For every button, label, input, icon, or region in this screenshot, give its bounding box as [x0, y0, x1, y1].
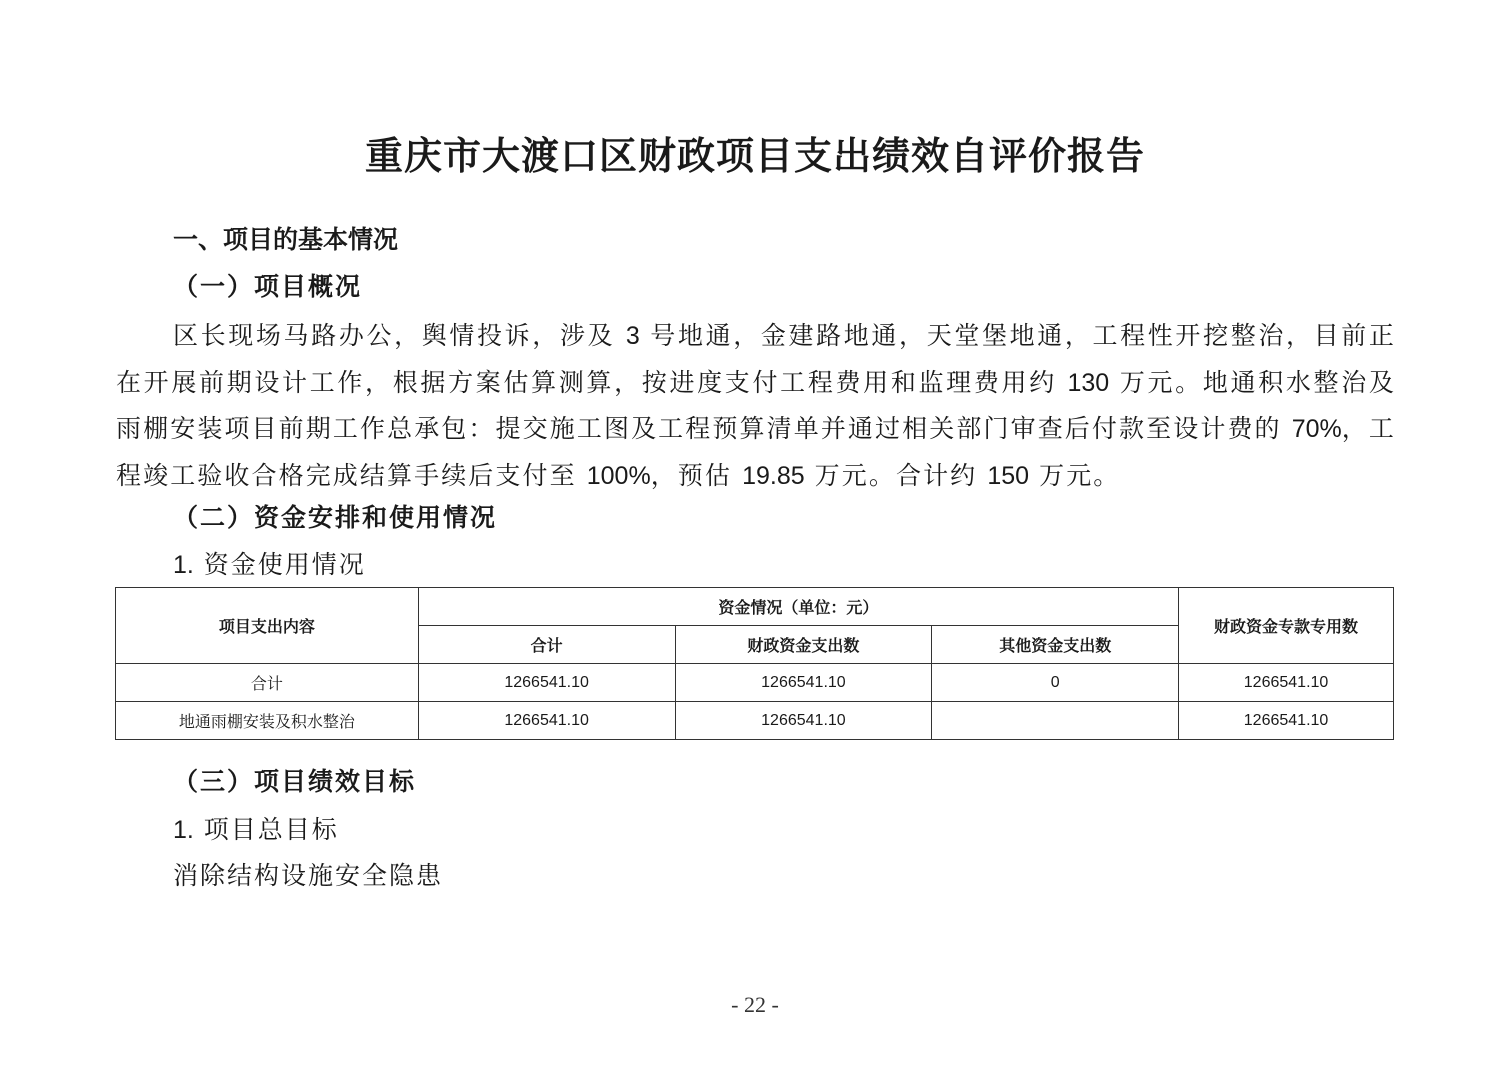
para-text: 万元。地通积水整治及雨棚安装项目前期工作总承包：提交施工图及工程预算清单并通过相关部门审查后付款至设计费的	[116, 367, 1396, 443]
para-text: 万元。合计约	[804, 460, 988, 490]
para-number: 19.85	[742, 461, 805, 490]
para-text: ，预估	[650, 460, 743, 490]
para-number: 130	[1067, 368, 1110, 397]
item-heading-fund-usage	[173, 545, 366, 585]
report-title: 重庆市大渡口区财政项目支出绩效自评价报告	[364, 133, 1145, 178]
para-text: 区长现场马路办公，舆情投诉，涉及	[173, 321, 626, 350]
cell-special: 1266541.10	[1179, 664, 1394, 702]
cell-other: 0	[932, 664, 1179, 702]
header-funds-group: 资金情况（单位：元）	[418, 588, 1178, 626]
header-other: 其他资金支出数	[932, 626, 1179, 664]
cell-fiscal: 1266541.10	[675, 664, 932, 702]
para-number: 150	[987, 461, 1030, 490]
para-text: 万元。	[1029, 460, 1121, 490]
para-text: 号地通，金建路地通，天堂堡地通，工程性开挖整治，目前正在开展前期设计工作，根据方案估算测算，按进度支付工程费用和监理费用约	[116, 321, 1397, 397]
cell-total: 1266541.10	[418, 702, 675, 740]
cell-total: 1266541.10	[418, 664, 675, 702]
header-total: 合计	[418, 626, 675, 664]
subsection-heading-funds: （二）资金安排和使用情况	[173, 503, 498, 532]
para-text: ，工程竣工验收合格完成结算手续后支付至	[116, 414, 1396, 490]
item-number: 1.	[173, 551, 194, 579]
cell-special: 1266541.10	[1179, 702, 1394, 740]
table-row	[116, 702, 1394, 740]
item-label: 资金使用情况	[193, 550, 366, 579]
goal-text: 消除结构设施安全隐患	[173, 861, 444, 890]
header-special: 财政资金专款专用数	[1179, 588, 1394, 664]
subsection-heading-goals: （三）项目绩效目标	[173, 767, 417, 796]
item-number: 1.	[173, 816, 194, 844]
page-number: - 22 -	[731, 992, 779, 1017]
item-heading-overall-goal	[173, 810, 339, 850]
subsection-heading-overview: （一）项目概况	[173, 272, 363, 301]
para-number: 70%	[1291, 415, 1342, 443]
table-row	[116, 664, 1394, 702]
header-content: 项目支出内容	[116, 588, 419, 664]
cell-fiscal: 1266541.10	[675, 702, 932, 740]
item-label: 项目总目标	[193, 815, 339, 844]
cell-content: 合计	[116, 664, 419, 702]
overview-paragraph	[116, 313, 1396, 499]
funds-table	[115, 587, 1394, 740]
para-number: 3	[625, 322, 640, 350]
cell-other	[932, 702, 1179, 740]
header-fiscal: 财政资金支出数	[675, 626, 932, 664]
cell-content: 地通雨棚安装及积水整治	[116, 702, 419, 740]
table-header-row	[116, 588, 1394, 626]
section-heading-basic-info: 一、项目的基本情况	[173, 225, 399, 254]
para-number: 100%	[586, 461, 651, 490]
